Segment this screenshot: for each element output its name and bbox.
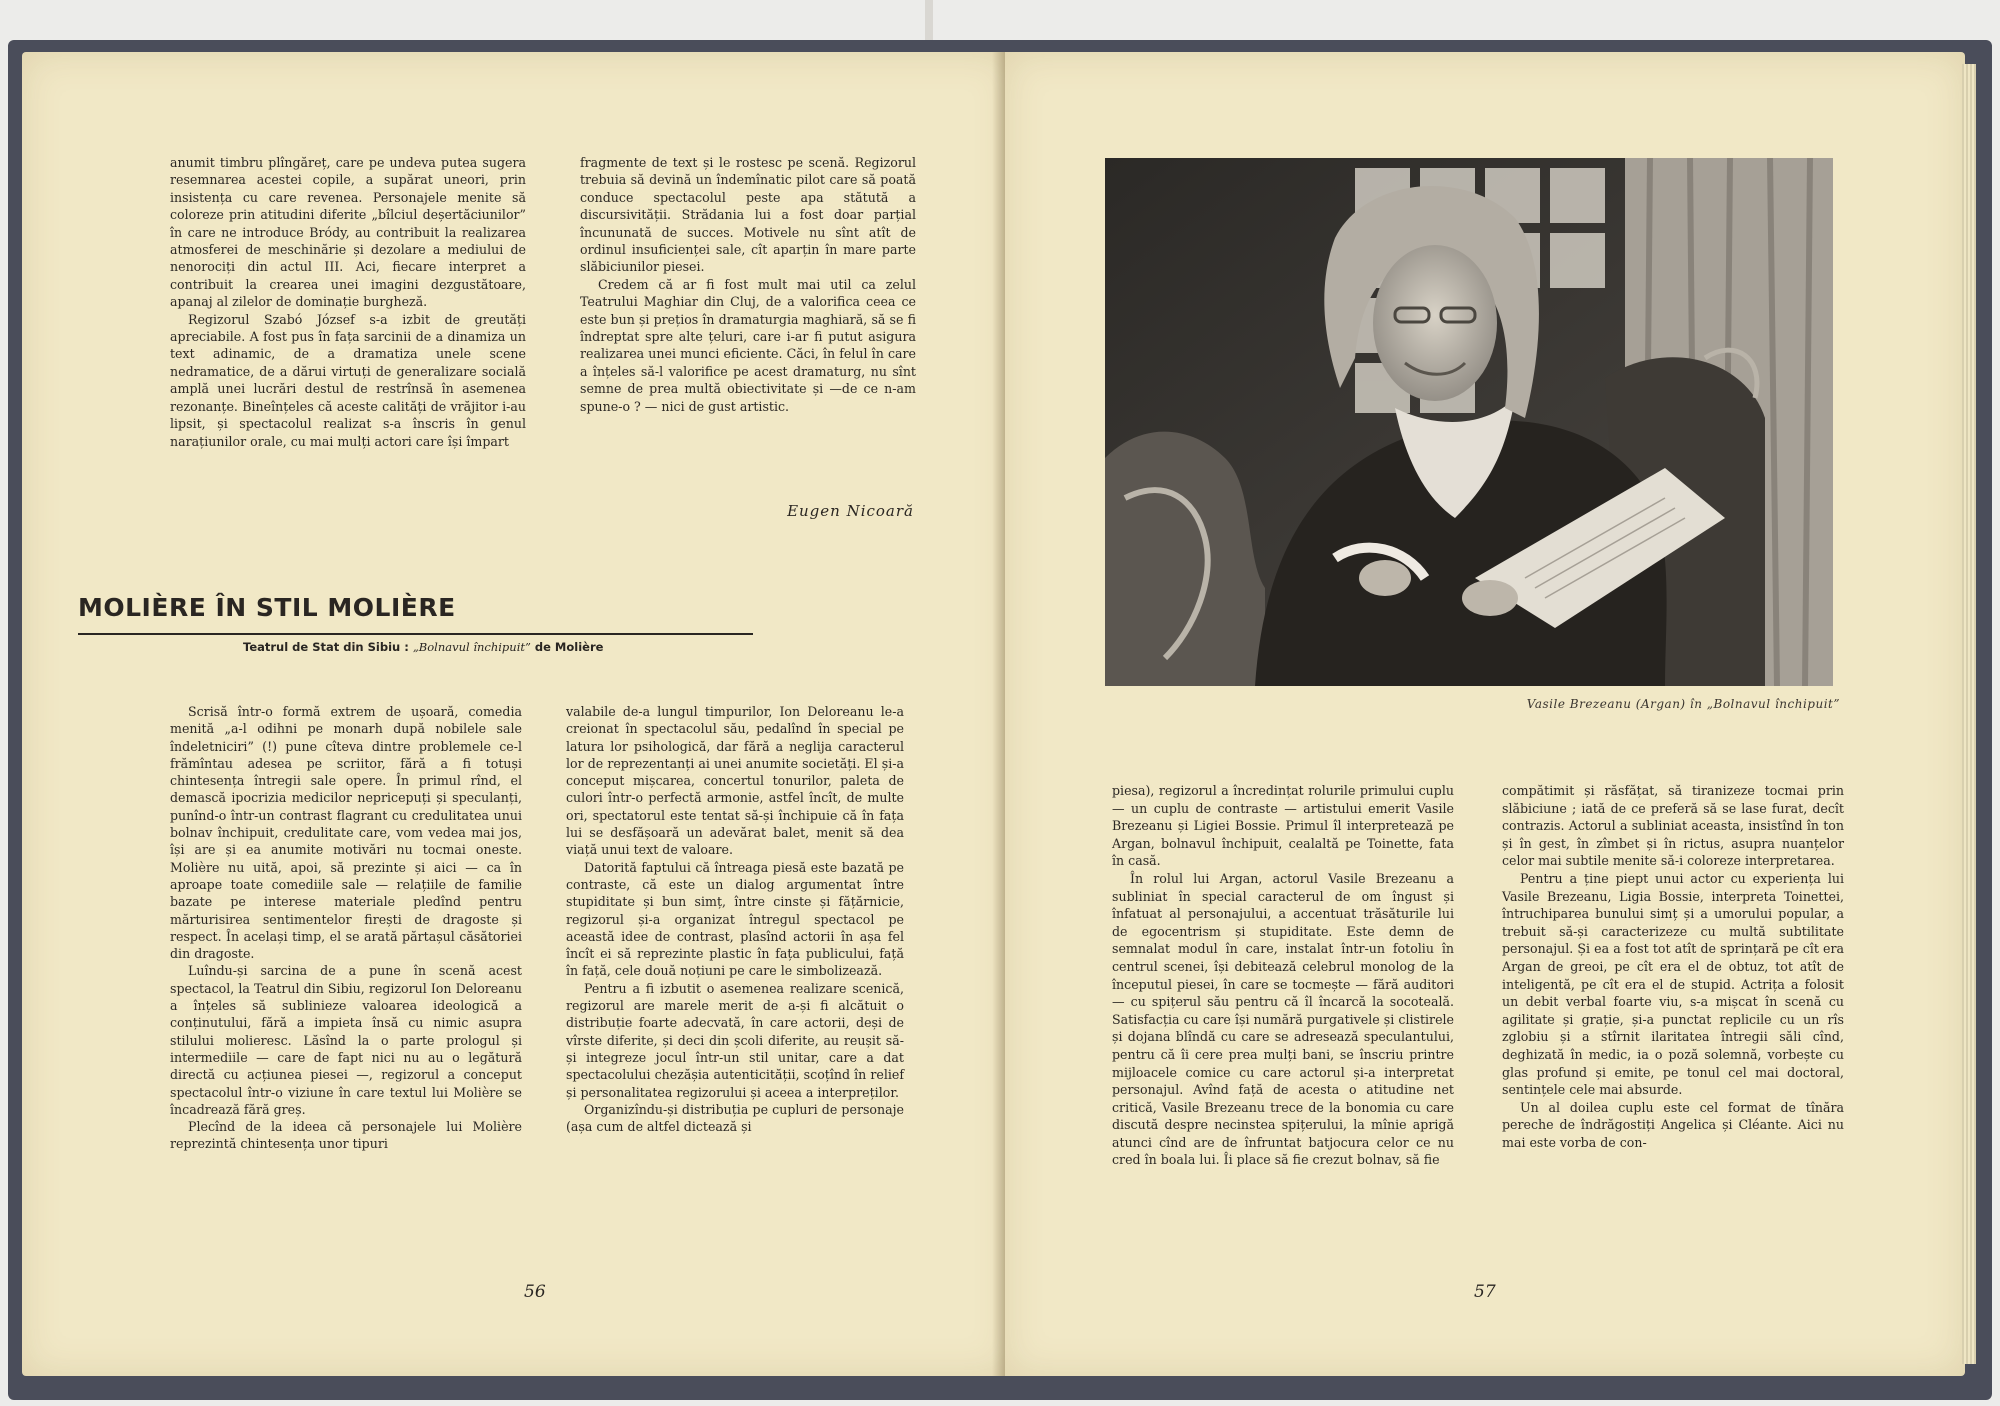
article-subheading [243, 640, 663, 654]
production-photo [1105, 158, 1833, 686]
subhead-theatre: Teatrul de Stat din Sibiu : [243, 640, 413, 654]
subhead-author: de Molière [530, 640, 604, 654]
loose-sheet-edge [925, 0, 933, 40]
paragraph: Credem că ar fi fost mult mai util ca zelul Teatrului Maghiar din Cluj, de a valorifica ceea ce este bun și prețios în dramaturgia maghiară, să se fi îndreptat spre alte țeluri, care i-ar fi putut asigura realizarea unei munci eficiente. Căci, în felul în care a înțeles să-l valorifice pe acest dramaturg, nu sînt semne de prea multă obiectivitate și —de ce n-am spune-o ? — nici de gust artistic. [580, 276, 916, 414]
review-column-2 [580, 154, 916, 415]
paragraph: În rolul lui Argan, actorul Vasile Brezeanu a subliniat în special caracterul de om îngust și înfatuat al personajului, a accentuat trăsăturile lui de egocentrism și stupiditate. Este demn de semnalat modul în care, instalat într-un fotoliu în centrul scenei, își debitează celebrul monolog de la începutul piesei, în care se tocmește — fără auditori — cu spițerul său pentru că îl încarcă la socoteală. Satisfacția cu care își numără purgativele și clistirele și dojana blîndă cu care se adresează speculantului, pentru că îi cere prea mulți bani, se înscriu printre mijloacele comice cu care actorul și-a interpretat personajul. Avînd față de acesta o atitudine net critică, Vasile Brezeanu trece de la bonomia cu care discută despre necinstea spițerului, la mînie aprigă atunci cînd are de înfruntat batjocura celor ce nu cred în boala lui. Îi place să fie crezut bolnav, să fie [1112, 870, 1454, 1168]
right-column-1 [1112, 782, 1454, 1169]
review-column-1 [170, 154, 526, 450]
actor-photo-illustration [1105, 158, 1833, 686]
right-column-2 [1502, 782, 1844, 1151]
paragraph: Datorită faptului că întreaga piesă este bazată pe contraste, că este un dialog argumentat între stupiditate și bun simț, între cinste și fățărnicie, regizorul și-a organizat întregul spectacol pe această idee de contrast, plasînd actorii în așa fel încît ei să reprezinte plastic în fața publicului, față în față, cele două noțiuni pe care le simbolizează. [566, 859, 904, 979]
paragraph: Scrisă într-o formă extrem de ușoară, comedia menită „a-l odihni pe monarh după nobilele sale îndeletniciri” (!) pune cîteva dintre problemele ce-l frămîntau adesea pe scriitor, fără a fi totuși chintesența întregii sale opere. În primul rînd, el demască ipocrizia medicilor nepricepuți și speculanți, punînd-o într-un contrast flagrant cu credulitatea unui bolnav închipuit, credulitate care, vom vedea mai jos, își are și ea anumite motivări nu tocmai oneste. Molière nu uită, apoi, să prezinte și aici — ca în aproape toate comediile sale — relațiile de familie bazate pe interese materiale pledînd pentru mărturisirea sentimentelor firești de dragoste și respect. În același timp, el se arată părtașul căsătoriei din dragoste. [170, 704, 522, 962]
paragraph: Organizîndu-și distribuția pe cupluri de personaje (așa cum de altfel dictează și [566, 1101, 904, 1135]
paragraph: Luîndu-și sarcina de a pune în scenă acest spectacol, la Teatrul din Sibiu, regizorul Ion Deloreanu a înțeles să sublinieze valoarea ideologică a conținutului, fără a impieta însă cu nimic asupra stilului molieresc. Lăsînd la o parte prologul și intermediile — care de fapt nici nu au o legătură directă cu acțiunea piesei —, regizorul a conceput spectacolul într-o viziune în care textul lui Molière se încadrează fără greș. [170, 963, 522, 1117]
paragraph: compătimit și răsfățat, să tiranizeze tocmai prin slăbiciune ; iată de ce preferă să se lase furat, decît contrazis. Actorul a subliniat aceasta, insistînd în ton și în gest, în zîmbet și în rictus, asupra nuanțelor celor mai subtile menite să-i coloreze interpretarea. [1502, 783, 1844, 869]
photo-caption: Vasile Brezeanu (Argan) în „Bolnavul închipuit” [1526, 697, 1840, 711]
paragraph: Un al doilea cuplu este cel format de tînăra pereche de îndrăgostiți Angelica și Cléante. Aici nu mai este vorba de con- [1502, 1099, 1844, 1150]
paragraph: fragmente de text și le rostesc pe scenă. Regizorul trebuia să devină un îndemînatic pilot care să poată conduce spectacolul peste apa stătută a discursivității. Strădania lui a fost doar parțial încununată de succes. Motivele nu sînt atît de ordinul insuficienței sale, cît aparțin în mare parte slăbiciunilor piesei. [580, 155, 916, 275]
paragraph: piesa), regizorul a încredințat rolurile primului cuplu — un cuplu de contraste — artistului emerit Vasile Brezeanu și Ligiei Bossie. Primul îl interpretează pe Argan, bolnavul închipuit, cealaltă pe Toinette, fata în casă. [1112, 783, 1454, 869]
page-edges [1962, 64, 1976, 1364]
article-column-1 [170, 703, 522, 1153]
page-number-right: 57 [1474, 1282, 1496, 1302]
article-column-2 [566, 703, 904, 1135]
headline-rule [78, 633, 753, 635]
page-number-left: 56 [524, 1282, 546, 1302]
paragraph: anumit timbru plîngăreț, care pe undeva putea sugera resemnarea acestei copile, a supărat uneori, prin insistența cu care revenea. Personajele menite să coloreze prin atitudini diferite „bîlciul deșertăciunilor” în care ne introduce Bródy, au contribuit la realizarea atmosferei de meschinărie și dezolare a mediului de nenorociți din actul III. Aci, fiecare interpret a contribuit la crearea unei imagini dezgustătoare, apanaj al zilelor de dominație burgheză. [170, 155, 526, 310]
paragraph: Pentru a fi izbutit o asemenea realizare scenică, regizorul are marele merit de a-și fi alcătuit o distribuție foarte adecvată, în care actorii, deși de vîrste diferite, și deci din școli diferite, au reușit să-și integreze jocul într-un stil unitar, care a dat spectacolului chezășia autenticității, scoțînd în relief și personalitatea regizorului și aceea a interpreților. [566, 980, 904, 1100]
subhead-play-title: „Bolnavul închipuit” [412, 640, 531, 654]
author-signature: Eugen Nicoară [787, 502, 914, 520]
paragraph: valabile de-a lungul timpurilor, Ion Deloreanu le-a creionat în spectacolul său, pedalînd în special pe latura lor psihologică, dar fără a neglija caracterul lor de reprezentanți ai unei anumite societăți. El și-a conceput mișcarea, concertul tonurilor, paleta de culori într-o perfectă armonie, astfel încît, de multe ori, spectatorul este tentat să-și închipuie că în fața lui se desfășoară un adevărat balet, menit să dea viață unui text de valoare. [566, 704, 904, 858]
article-headline: MOLIÈRE ÎN STIL MOLIÈRE [78, 593, 456, 622]
paragraph: Regizorul Szabó József s-a izbit de greutăți apreciabile. A fost pus în fața sarcinii de a dinamiza un text adinamic, de a dramatiza unele scene nedramatice, de a dărui virtuți de generalizare socială amplă unei lucrări destul de restrînsă în asemenea rezonanțe. Bineînțeles că aceste calități de vrăjitor i-au lipsit, și spectacolul realizat s-a înscris în genul narațiunilor orale, cu mai mulți actori care își împart [170, 311, 526, 449]
paragraph: Plecînd de la ideea că personajele lui Molière reprezintă chintesența unor tipuri [170, 1119, 522, 1152]
paragraph: Pentru a ține piept unui actor cu experiența lui Vasile Brezeanu, Ligia Bossie, interpreta Toinettei, întruchiparea bunului simț și a umorului popular, a trebuit să-și caracterizeze cu multă subtilitate personajul. Și ea a fost tot atît de sprințară pe cît era Argan de greoi, pe cît era el de obtuz, tot atît de inteligentă, pe cît era el de stupid. Actrița a folosit un debit verbal foarte viu, s-a mișcat în scenă cu agilitate și grație, și-a punctat replicile cu un rîs zglobiu și a stîrnit ilaritatea întregii săli cînd, deghizată în medic, ia o poză solemnă, vorbește cu glas profund și emite, pe tonul cel mai doctoral, sentințele cele mai absurde. [1502, 870, 1844, 1098]
